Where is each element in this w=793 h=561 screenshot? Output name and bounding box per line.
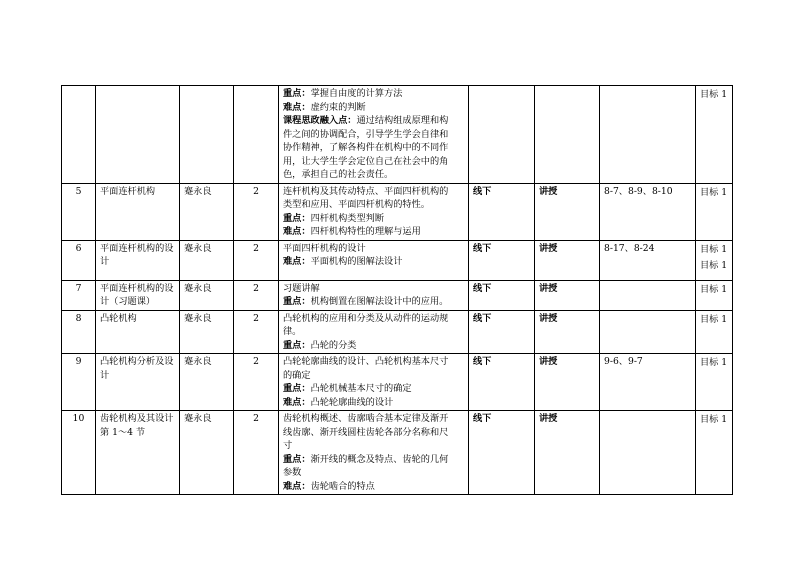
content-line	[283, 168, 464, 182]
teacher-cell: 蹇永良	[180, 240, 234, 280]
table-row	[62, 86, 733, 184]
goal-label: 目标 1	[700, 313, 728, 325]
content-text: 习题讲解	[283, 282, 320, 294]
content-line	[283, 185, 464, 199]
teacher-cell	[180, 86, 234, 184]
content-line	[283, 439, 464, 453]
topic-cell	[96, 86, 180, 184]
content-keyword: 难点：	[283, 396, 311, 408]
content-text: 四杆机构类型判断	[310, 212, 385, 224]
hours-cell: 2	[234, 280, 279, 310]
hours-cell: 2	[234, 240, 279, 280]
content-line	[283, 282, 464, 296]
content-line	[283, 128, 464, 142]
homework-cell	[600, 280, 696, 310]
goal-label: 目标 1	[700, 259, 728, 271]
goal-cell	[696, 183, 733, 240]
content-line	[283, 87, 464, 101]
teaching-method-cell: 讲授	[535, 240, 600, 280]
content-keyword: 难点：	[283, 101, 311, 113]
content-line	[283, 242, 464, 256]
content-keyword: 重点：	[283, 88, 311, 99]
content-line	[283, 155, 464, 169]
hours-cell: 2	[234, 183, 279, 240]
teacher-cell: 蹇永良	[180, 280, 234, 310]
teaching-mode-cell: 线下	[469, 280, 535, 310]
teacher-cell: 蹇永良	[180, 183, 234, 240]
content-line	[283, 480, 464, 494]
content-line	[283, 412, 464, 426]
table-row	[62, 183, 733, 240]
content-text: 四杆机构特性的理解与运用	[310, 226, 421, 237]
content-text: 线齿廓、渐开线圆柱齿轮各部分名称和尺	[283, 426, 449, 438]
content-keyword: 重点：	[283, 383, 311, 394]
homework-cell: 8-7、8-9、8-10	[600, 183, 696, 240]
content-keyword: 难点：	[283, 226, 311, 237]
content-line	[283, 339, 464, 353]
table-row	[62, 310, 733, 354]
content-line	[283, 453, 464, 467]
topic-cell: 平面连杆机构	[96, 183, 180, 240]
homework-cell	[600, 86, 696, 184]
teaching-method-cell: 讲授	[535, 354, 600, 411]
teaching-method-cell: 讲授	[535, 280, 600, 310]
goal-cell	[696, 86, 733, 184]
content-text: 凸轮轮廓曲线的设计	[310, 396, 394, 408]
homework-cell: 9-6、9-7	[600, 354, 696, 411]
content-text: 凸轮的分类	[310, 339, 357, 351]
content-line	[283, 198, 464, 212]
lesson-number-cell: 8	[62, 310, 96, 354]
content-line	[283, 212, 464, 226]
content-cell	[279, 280, 469, 310]
lesson-number-cell: 9	[62, 354, 96, 411]
syllabus-table	[61, 85, 733, 495]
content-text: 凸轮机械基本尺寸的确定	[310, 383, 412, 394]
content-text: 齿轮机构概述、齿廓啮合基本定律及渐开	[283, 413, 449, 424]
content-text: 凸轮机构的应用和分类及从动件的运动规	[283, 312, 449, 324]
homework-cell: 8-17、8-24	[600, 240, 696, 280]
content-text: 协作精神，了解各构件在机构中的不同作	[283, 142, 449, 153]
content-line	[283, 312, 464, 326]
teaching-mode-cell: 线下	[469, 240, 535, 280]
content-text: 参数	[283, 467, 302, 478]
content-text: 连杆机构及其传动特点、平面四杆机构的	[283, 185, 449, 197]
lesson-number-cell: 6	[62, 240, 96, 280]
content-line	[283, 396, 464, 410]
goal-cell	[696, 411, 733, 495]
lesson-number-cell: 5	[62, 183, 96, 240]
content-line	[283, 225, 464, 239]
teaching-method-cell: 讲授	[535, 310, 600, 354]
teacher-cell: 蹇永良	[180, 411, 234, 495]
goal-label: 目标 1	[700, 414, 728, 425]
content-line	[283, 426, 464, 440]
teaching-mode-cell: 线下	[469, 354, 535, 411]
content-line	[283, 255, 464, 269]
content-cell	[279, 183, 469, 240]
content-cell	[279, 411, 469, 495]
content-line	[283, 466, 464, 480]
goal-label: 目标 1	[700, 283, 728, 295]
table-row	[62, 354, 733, 411]
goal-label: 目标 1	[700, 89, 728, 100]
content-line	[283, 114, 464, 128]
table-row	[62, 411, 733, 495]
topic-cell: 平面连杆机构的设计（习题课）	[96, 280, 180, 310]
content-text: 平面机构的图解法设计	[310, 256, 403, 267]
goal-label: 目标 1	[700, 243, 728, 255]
content-keyword: 难点：	[283, 480, 311, 492]
content-text: 平面四杆机构的设计	[283, 242, 366, 254]
topic-cell: 平面连杆机构的设计	[96, 240, 180, 280]
hours-cell	[234, 86, 279, 184]
content-cell	[279, 240, 469, 280]
goal-label: 目标 1	[700, 186, 728, 198]
content-line	[283, 101, 464, 115]
topic-cell: 凸轮机构	[96, 310, 180, 354]
teaching-mode-cell: 线下	[469, 310, 535, 354]
content-keyword: 重点：	[283, 296, 311, 307]
table-body	[62, 86, 733, 495]
teacher-cell: 蹇永良	[180, 310, 234, 354]
content-cell	[279, 86, 469, 184]
content-keyword: 重点：	[283, 339, 311, 351]
homework-cell	[600, 310, 696, 354]
content-text: 虚约束的判断	[310, 101, 366, 113]
lesson-number-cell: 10	[62, 411, 96, 495]
teaching-method-cell: 讲授	[535, 411, 600, 495]
goal-cell	[696, 354, 733, 411]
content-line	[283, 369, 464, 383]
content-keyword: 重点：	[283, 212, 311, 224]
content-text: 色，承担自己的社会责任。	[283, 169, 394, 180]
content-cell	[279, 310, 469, 354]
table-row	[62, 240, 733, 280]
content-line	[283, 295, 464, 309]
hours-cell: 2	[234, 411, 279, 495]
content-text: 的确定	[283, 369, 311, 381]
teaching-mode-cell: 线下	[469, 411, 535, 495]
content-text: 寸	[283, 440, 293, 451]
hours-cell: 2	[234, 354, 279, 411]
content-text: 类型和应用、平面四杆机构的特性。	[283, 199, 430, 210]
content-cell	[279, 354, 469, 411]
teaching-method-cell	[535, 86, 600, 184]
content-line	[283, 141, 464, 155]
content-text: 齿轮啮合的特点	[310, 480, 375, 492]
goal-cell	[696, 310, 733, 354]
content-line	[283, 355, 464, 369]
content-text: 凸轮轮廓曲线的设计、凸轮机构基本尺寸	[283, 356, 449, 367]
content-text: 机构倒置在图解法设计中的应用。	[310, 296, 449, 307]
teacher-cell: 蹇永良	[180, 354, 234, 411]
content-text: 用，让大学生学会定位自己在社会中的角	[283, 155, 449, 167]
content-keyword: 课程思政融入点：	[283, 115, 357, 126]
homework-cell	[600, 411, 696, 495]
content-keyword: 重点：	[283, 453, 311, 465]
hours-cell: 2	[234, 310, 279, 354]
lesson-number-cell: 7	[62, 280, 96, 310]
content-line	[283, 325, 464, 339]
content-text: 渐开线的概念及特点、齿轮的几何	[310, 453, 449, 465]
topic-cell: 凸轮机构分析及设计	[96, 354, 180, 411]
teaching-method-cell: 讲授	[535, 183, 600, 240]
topic-cell: 齿轮机构及其设计 第 1～4 节	[96, 411, 180, 495]
teaching-mode-cell: 线下	[469, 183, 535, 240]
lesson-number-cell	[62, 86, 96, 184]
content-text: 律。	[283, 326, 302, 337]
teaching-mode-cell	[469, 86, 535, 184]
table-row	[62, 280, 733, 310]
content-text: 通过结构组成原理和构	[356, 115, 449, 126]
content-line	[283, 382, 464, 396]
goal-cell	[696, 240, 733, 280]
content-text: 掌握自由度的计算方法	[310, 88, 403, 99]
goal-label: 目标 1	[700, 357, 728, 368]
goal-cell	[696, 280, 733, 310]
content-text: 件之间的协调配合，引导学生学会自律和	[283, 128, 449, 140]
content-keyword: 难点：	[283, 256, 311, 267]
